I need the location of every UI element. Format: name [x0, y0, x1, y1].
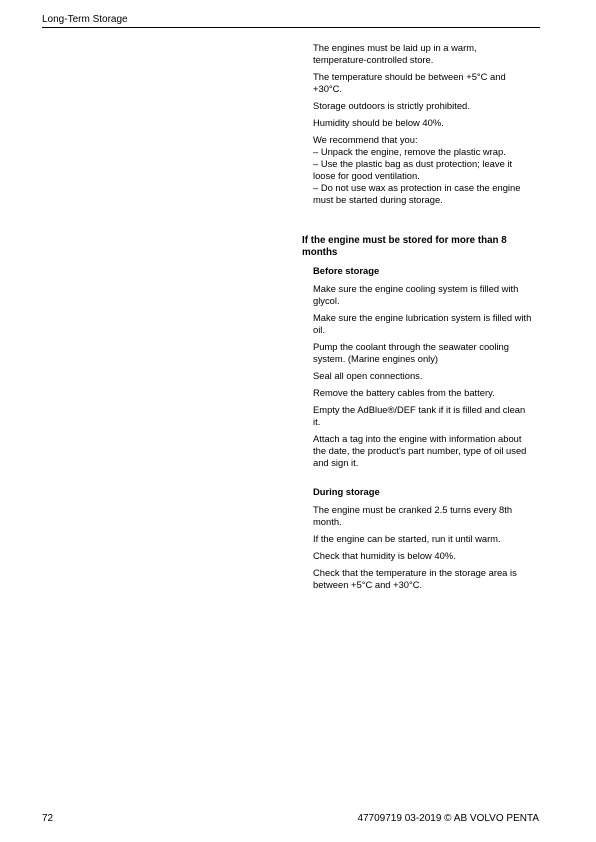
before-paragraph — [313, 433, 542, 469]
header-rule — [42, 27, 540, 28]
text-line: Make sure the engine lubrication system is filled with — [313, 312, 532, 323]
intro-paragraph — [313, 71, 542, 95]
text-line: Seal all open connections. — [313, 370, 423, 381]
main-content — [302, 42, 542, 596]
text-line: loose for good ventilation. — [313, 170, 420, 181]
text-line: If the engine can be started, run it until warm. — [313, 533, 501, 544]
text-line: The engines must be laid up in a warm, — [313, 42, 477, 53]
text-line: Attach a tag into the engine with information about — [313, 433, 522, 444]
intro-block — [313, 42, 542, 206]
running-header: Long-Term Storage — [42, 14, 128, 25]
during-paragraph — [313, 504, 542, 528]
intro-paragraph — [313, 117, 542, 129]
text-line: The temperature should be between +5°C and — [313, 71, 506, 82]
text-line: – Use the plastic bag as dust protection; leave it — [313, 158, 513, 169]
text-line: +30°C. — [313, 83, 343, 94]
intro-paragraph — [313, 100, 542, 112]
during-paragraph — [313, 550, 542, 562]
text-line: glycol. — [313, 295, 340, 306]
intro-paragraph — [313, 42, 542, 66]
before-paragraph — [313, 312, 542, 336]
text-line: Check that the temperature in the storage area is — [313, 567, 517, 578]
before-storage-block — [313, 265, 542, 591]
text-line: months — [302, 247, 338, 258]
text-line: The engine must be cranked 2.5 turns every 8th — [313, 504, 513, 515]
text-line: the date, the product's part number, type of oil used — [313, 445, 527, 456]
text-line: oil. — [313, 324, 325, 335]
text-line: Humidity should be below 40%. — [313, 117, 444, 128]
before-paragraph — [313, 370, 542, 382]
text-line: system. (Marine engines only) — [313, 353, 439, 364]
before-paragraph — [313, 387, 542, 399]
text-line: and sign it. — [313, 457, 359, 468]
text-line: – Unpack the engine, remove the plastic wrap. — [313, 146, 506, 157]
text-line: temperature-controlled store. — [313, 54, 434, 65]
page-number: 72 — [42, 813, 54, 824]
text-line: If the engine must be stored for more than 8 — [302, 235, 507, 246]
text-line: month. — [313, 516, 342, 527]
text-line: it. — [313, 416, 321, 427]
text-line: must be started during storage. — [313, 194, 443, 205]
text-line: between +5°C and +30°C. — [313, 579, 423, 590]
text-line: We recommend that you: — [313, 134, 418, 145]
text-line: Pump the coolant through the seawater cooling — [313, 341, 509, 352]
text-line: Empty the AdBlue®/DEF tank if it is filled and clean — [313, 404, 526, 415]
text-line: – Do not use wax as protection in case the engine — [313, 182, 521, 193]
before-paragraph — [313, 283, 542, 307]
recommendation-paragraph — [313, 134, 542, 206]
before-paragraph — [313, 341, 542, 365]
during-paragraph — [313, 567, 542, 591]
text-line: Check that humidity is below 40%. — [313, 550, 456, 561]
during-paragraph — [313, 533, 542, 545]
during-storage-heading: During storage — [313, 486, 380, 497]
text-line: Make sure the engine cooling system is filled with — [313, 283, 519, 294]
section-heading — [302, 235, 542, 259]
before-paragraph — [313, 404, 542, 428]
text-line: Remove the battery cables from the battery. — [313, 387, 495, 398]
document-info: 47709719 03-2019 © AB VOLVO PENTA — [357, 813, 539, 824]
before-storage-heading: Before storage — [313, 265, 380, 276]
text-line: Storage outdoors is strictly prohibited. — [313, 100, 470, 111]
